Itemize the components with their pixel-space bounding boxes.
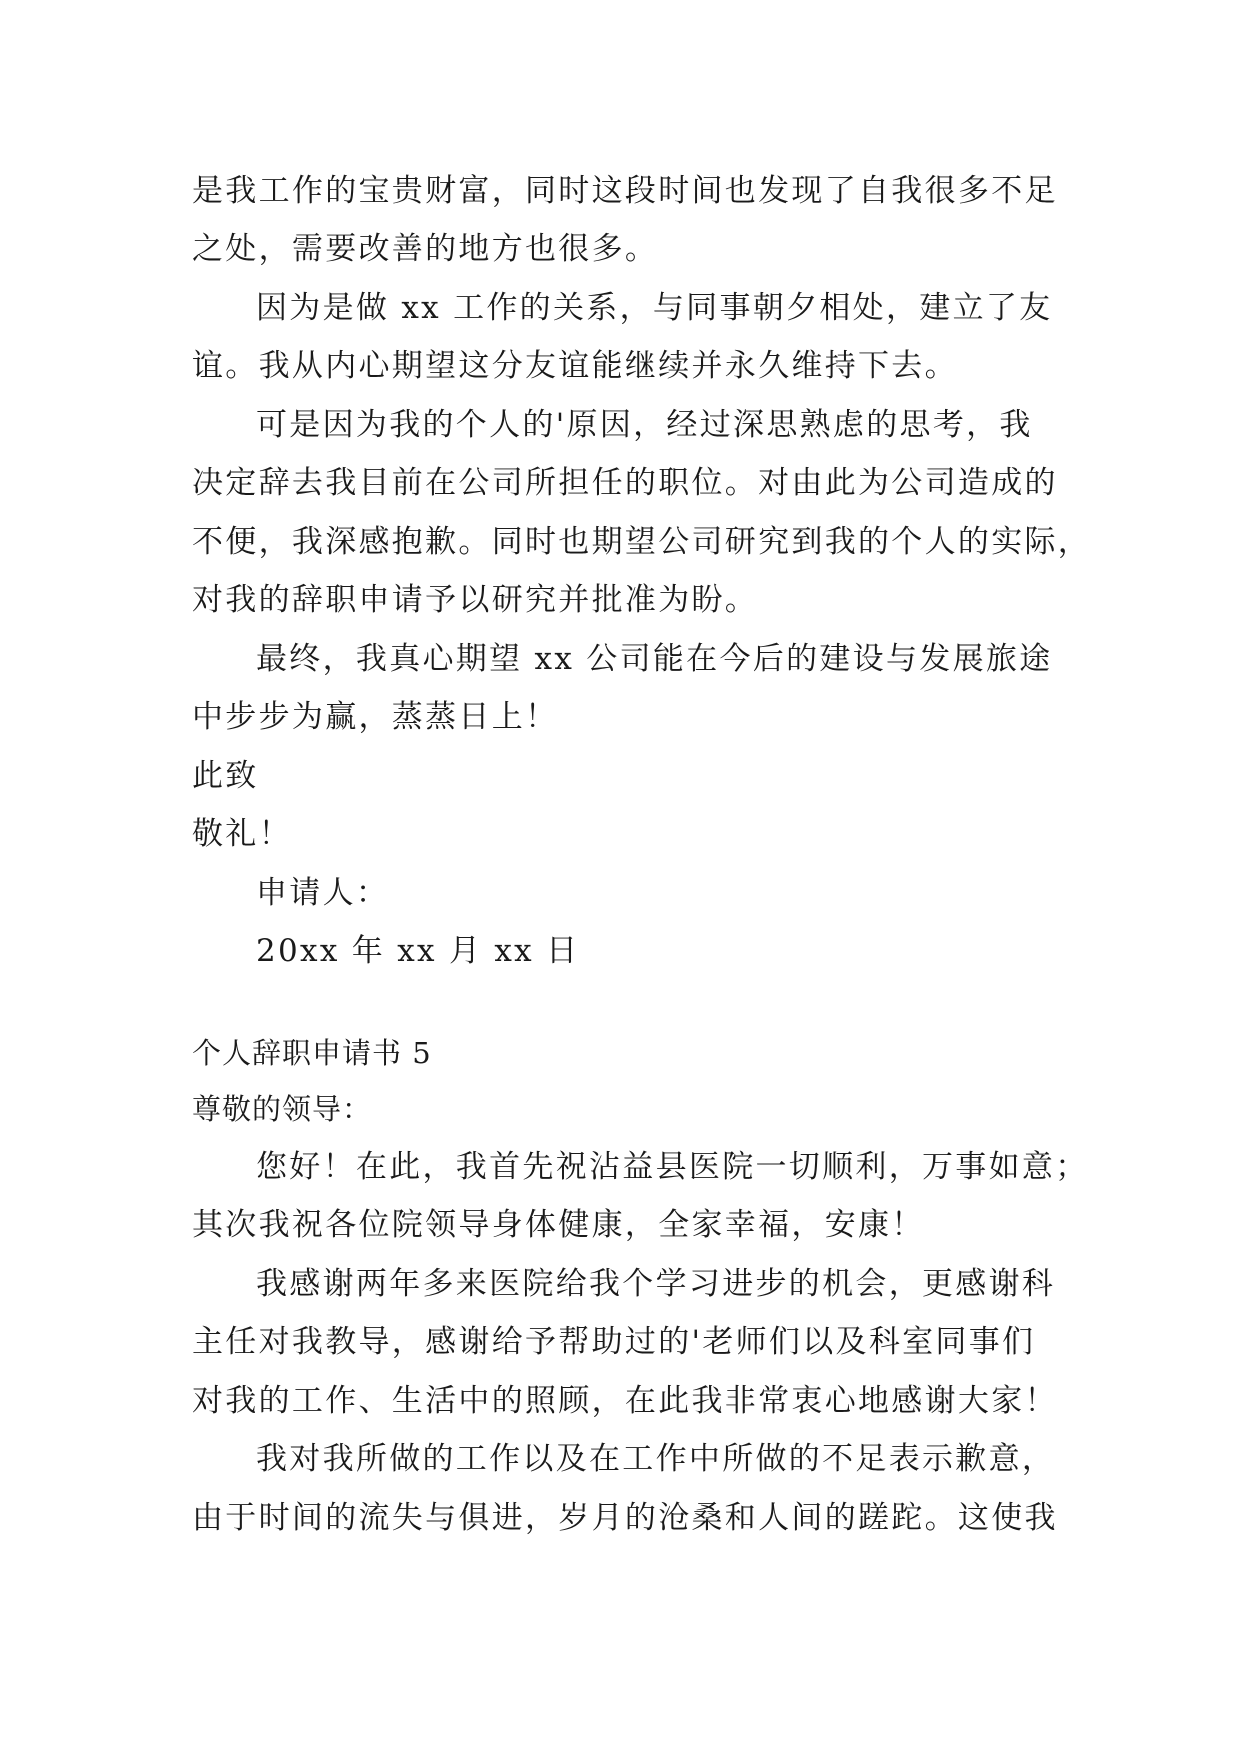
salutation: 尊敬的领导： bbox=[192, 1092, 373, 1126]
body-line: 不便，我深感抱歉。同时也期望公司研究到我的个人的实际， bbox=[192, 524, 1092, 560]
body-line: 决定辞去我目前在公司所担任的职位。对由此为公司造成的 bbox=[192, 465, 1058, 501]
section-title: 个人辞职申请书 5 bbox=[192, 1036, 432, 1070]
paragraph-start-line: 我对我所做的工作以及在工作中所做的不足表示歉意， bbox=[256, 1441, 1056, 1477]
applicant-label: 申请人： bbox=[256, 875, 390, 911]
body-line: 谊。我从内心期望这分友谊能继续并永久维持下去。 bbox=[192, 348, 958, 384]
body-line: 是我工作的宝贵财富，同时这段时间也发现了自我很多不足 bbox=[192, 173, 1058, 209]
body-line: 之处，需要改善的地方也很多。 bbox=[192, 231, 659, 267]
body-line: 中步步为赢，蒸蒸日上！ bbox=[192, 699, 559, 735]
paragraph-start-line: 您好！在此，我首先祝沾益县医院一切顺利，万事如意； bbox=[256, 1149, 1089, 1185]
paragraph-start-line: 可是因为我的个人的'原因，经过深思熟虑的思考，我 bbox=[256, 407, 1033, 443]
closing-jingli: 敬礼！ bbox=[192, 816, 292, 852]
date-line: 20xx 年 xx 月 xx 日 bbox=[256, 933, 580, 969]
paragraph-start-line: 因为是做 xx 工作的关系，与同事朝夕相处，建立了友 bbox=[256, 290, 1053, 326]
paragraph-start-line: 最终，我真心期望 xx 公司能在今后的建设与发展旅途 bbox=[256, 641, 1053, 677]
paragraph-start-line: 我感谢两年多来医院给我个学习进步的机会，更感谢科 bbox=[256, 1266, 1056, 1302]
body-line: 对我的工作、生活中的照顾，在此我非常衷心地感谢大家！ bbox=[192, 1383, 1058, 1419]
closing-cizhi: 此致 bbox=[192, 758, 259, 794]
body-line: 其次我祝各位院领导身体健康，全家幸福，安康！ bbox=[192, 1207, 925, 1243]
body-line: 对我的辞职申请予以研究并批准为盼。 bbox=[192, 582, 759, 618]
body-line: 由于时间的流失与俱进，岁月的沧桑和人间的蹉跎。这使我 bbox=[192, 1500, 1058, 1536]
body-line: 主任对我教导，感谢给予帮助过的'老师们以及科室同事们 bbox=[192, 1324, 1036, 1360]
